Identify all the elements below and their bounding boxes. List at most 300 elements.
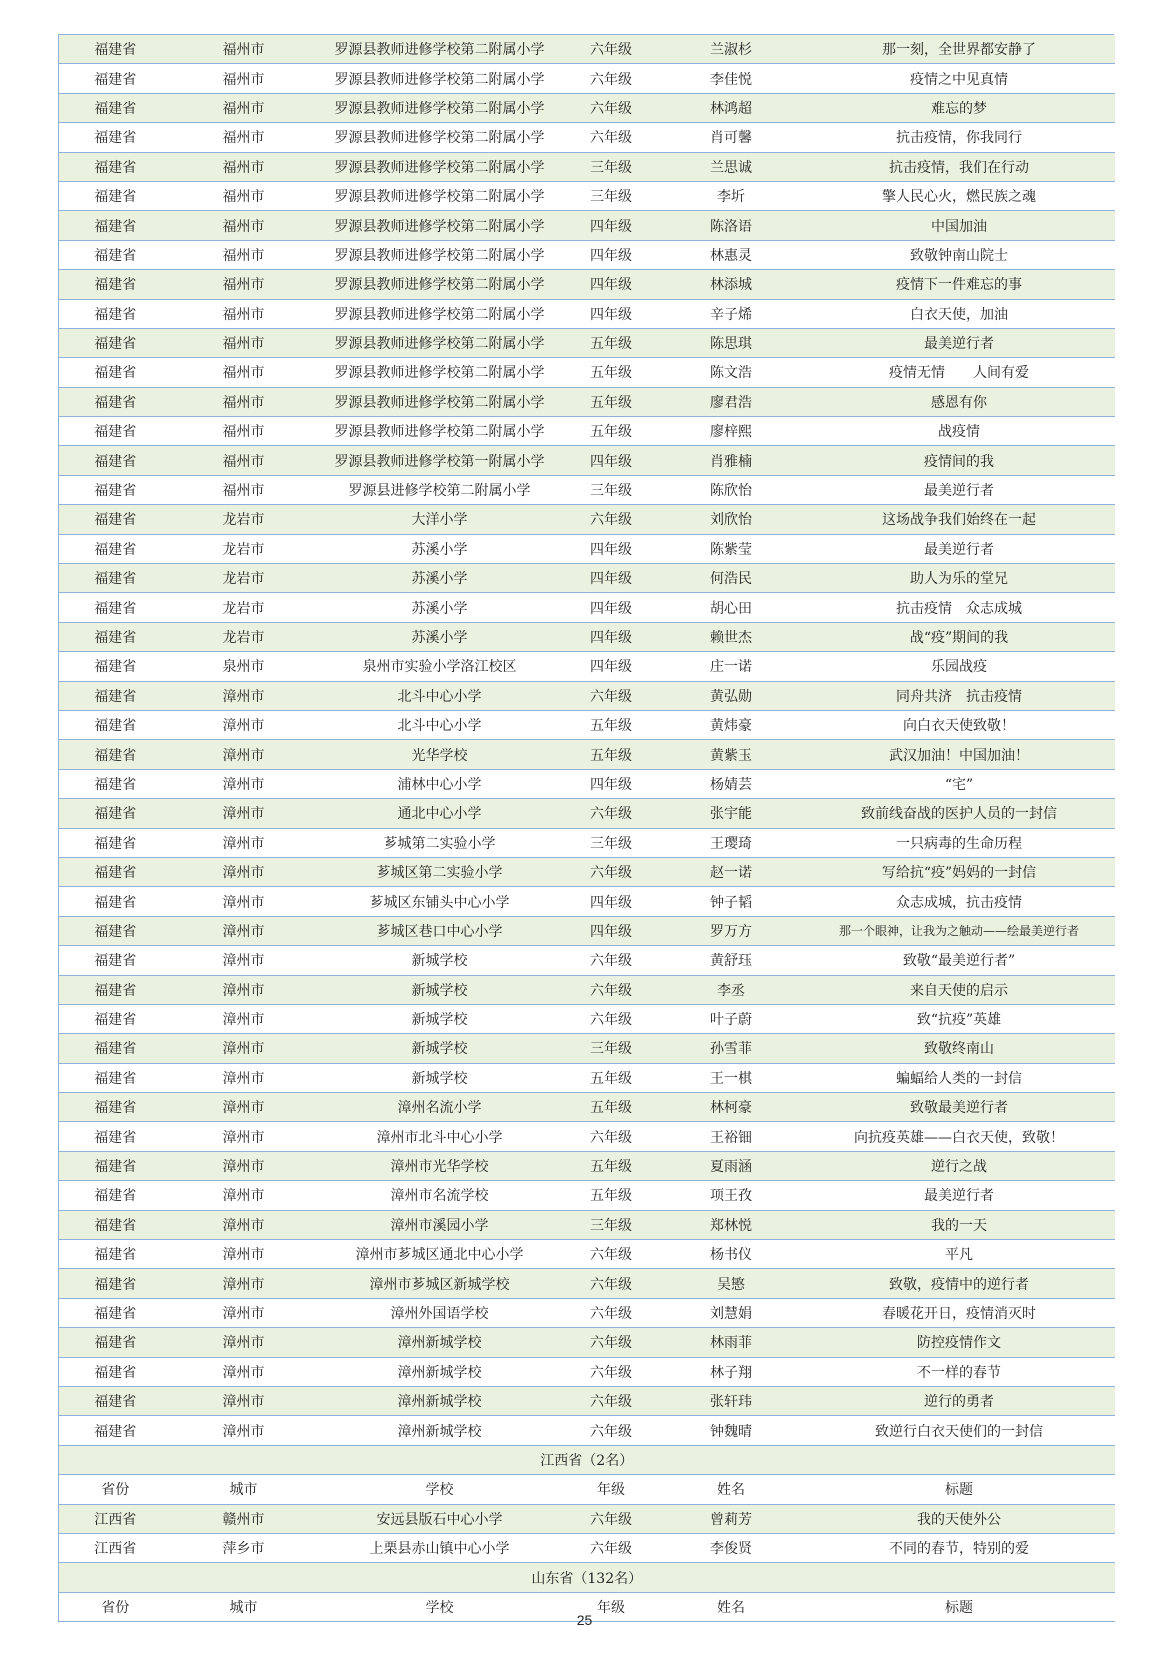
province-cell: 福建省: [59, 681, 172, 710]
table-row: [59, 211, 1115, 240]
province-cell: 福建省: [59, 946, 172, 975]
school-cell: 漳州市北斗中心小学: [316, 1122, 564, 1151]
table-row: [59, 270, 1115, 299]
name-cell: 兰思诚: [659, 152, 804, 181]
title-cell: 向抗疫英雄——白衣天使，致敬！: [804, 1122, 1115, 1151]
name-cell: 夏雨涵: [659, 1151, 804, 1180]
city-cell: 福州市: [172, 181, 316, 210]
province-cell: 福建省: [59, 505, 172, 534]
column-header: 年级: [564, 1592, 659, 1621]
name-cell: 林添城: [659, 270, 804, 299]
province-cell: 福建省: [59, 593, 172, 622]
title-cell: 最美逆行者: [804, 328, 1115, 357]
title-cell: 抗击疫情，我们在行动: [804, 152, 1115, 181]
city-cell: 漳州市: [172, 1357, 316, 1386]
province-cell: 福建省: [59, 1240, 172, 1269]
grade-cell: 六年级: [564, 1533, 659, 1562]
city-cell: 龙岩市: [172, 564, 316, 593]
school-cell: 苏溪小学: [316, 593, 564, 622]
grade-cell: 六年级: [564, 946, 659, 975]
province-cell: 福建省: [59, 358, 172, 387]
table-row: [59, 1386, 1115, 1415]
grade-cell: 六年级: [564, 1328, 659, 1357]
title-cell: 战“疫”期间的我: [804, 622, 1115, 651]
school-cell: 苏溪小学: [316, 534, 564, 563]
school-cell: 新城学校: [316, 946, 564, 975]
province-cell: 福建省: [59, 1328, 172, 1357]
grade-cell: 三年级: [564, 1210, 659, 1239]
name-cell: 陈紫莹: [659, 534, 804, 563]
city-cell: 福州市: [172, 328, 316, 357]
title-cell: 致敬，疫情中的逆行者: [804, 1269, 1115, 1298]
title-cell: “宅”: [804, 769, 1115, 798]
school-cell: 罗源县教师进修学校第二附属小学: [316, 270, 564, 299]
column-header: 学校: [316, 1592, 564, 1621]
table-row: [59, 1151, 1115, 1180]
grade-cell: 五年级: [564, 358, 659, 387]
title-cell: 乐园战疫: [804, 652, 1115, 681]
grade-cell: 六年级: [564, 975, 659, 1004]
grade-cell: 五年级: [564, 1093, 659, 1122]
school-cell: 新城学校: [316, 975, 564, 1004]
school-cell: 罗源县教师进修学校第二附属小学: [316, 299, 564, 328]
city-cell: 漳州市: [172, 1210, 316, 1239]
title-cell: 来自天使的启示: [804, 975, 1115, 1004]
table-row: [59, 534, 1115, 563]
title-cell: 不一样的春节: [804, 1357, 1115, 1386]
table-row: [59, 1122, 1115, 1151]
grade-cell: 六年级: [564, 1122, 659, 1151]
name-cell: 王一棋: [659, 1063, 804, 1092]
grade-cell: 六年级: [564, 1357, 659, 1386]
city-cell: 福州市: [172, 123, 316, 152]
name-cell: 赖世杰: [659, 622, 804, 651]
province-cell: 福建省: [59, 152, 172, 181]
table-row: [59, 1533, 1115, 1562]
name-cell: 林子翔: [659, 1357, 804, 1386]
name-cell: 黄舒珏: [659, 946, 804, 975]
city-cell: 漳州市: [172, 681, 316, 710]
grade-cell: 六年级: [564, 505, 659, 534]
city-cell: 福州市: [172, 270, 316, 299]
table-row: [59, 475, 1115, 504]
table-row: [59, 946, 1115, 975]
table-row: [59, 593, 1115, 622]
title-cell: 写给抗“疫”妈妈的一封信: [804, 857, 1115, 886]
table-row: [59, 1416, 1115, 1445]
province-cell: 福建省: [59, 270, 172, 299]
school-cell: 芗城区第二实验小学: [316, 857, 564, 886]
name-cell: 胡心田: [659, 593, 804, 622]
column-header: 学校: [316, 1475, 564, 1504]
name-cell: 项王孜: [659, 1181, 804, 1210]
name-cell: 林鸿超: [659, 93, 804, 122]
table-row: [59, 1181, 1115, 1210]
province-cell: 福建省: [59, 1063, 172, 1092]
grade-cell: 四年级: [564, 446, 659, 475]
name-cell: 陈欣怡: [659, 475, 804, 504]
school-cell: 芗城区巷口中心小学: [316, 916, 564, 945]
column-header: 城市: [172, 1592, 316, 1621]
grade-cell: 六年级: [564, 1298, 659, 1327]
school-cell: 罗源县教师进修学校第二附属小学: [316, 93, 564, 122]
table-row: [59, 358, 1115, 387]
table-row: [59, 35, 1115, 64]
name-cell: 何浩民: [659, 564, 804, 593]
city-cell: 福州市: [172, 152, 316, 181]
school-cell: 新城学校: [316, 1004, 564, 1033]
province-cell: 福建省: [59, 710, 172, 739]
table-row: [59, 681, 1115, 710]
school-cell: 罗源县教师进修学校第二附属小学: [316, 240, 564, 269]
title-cell: 那一刻，全世界都安静了: [804, 35, 1115, 64]
name-cell: 李圻: [659, 181, 804, 210]
table-row: [59, 64, 1115, 93]
name-cell: 刘慧娟: [659, 1298, 804, 1327]
city-cell: 福州市: [172, 387, 316, 416]
title-cell: 致敬终南山: [804, 1034, 1115, 1063]
title-cell: 最美逆行者: [804, 475, 1115, 504]
school-cell: 罗源县教师进修学校第二附属小学: [316, 328, 564, 357]
column-header-row: [59, 1475, 1115, 1504]
school-cell: 新城学校: [316, 1063, 564, 1092]
table-row: [59, 1328, 1115, 1357]
grade-cell: 四年级: [564, 652, 659, 681]
school-cell: 北斗中心小学: [316, 710, 564, 739]
province-cell: 福建省: [59, 1004, 172, 1033]
city-cell: 萍乡市: [172, 1533, 316, 1562]
city-cell: 漳州市: [172, 1122, 316, 1151]
title-cell: 我的天使外公: [804, 1504, 1115, 1533]
grade-cell: 四年级: [564, 299, 659, 328]
school-cell: 罗源县教师进修学校第二附属小学: [316, 417, 564, 446]
school-cell: 苏溪小学: [316, 622, 564, 651]
grade-cell: 四年级: [564, 211, 659, 240]
name-cell: 黄弘勋: [659, 681, 804, 710]
name-cell: 李佳悦: [659, 64, 804, 93]
table-row: [59, 828, 1115, 857]
province-cell: 江西省: [59, 1533, 172, 1562]
name-cell: 王裕钿: [659, 1122, 804, 1151]
column-header: 城市: [172, 1475, 316, 1504]
name-cell: 郑林悦: [659, 1210, 804, 1239]
name-cell: 张轩玮: [659, 1386, 804, 1415]
name-cell: 肖雅楠: [659, 446, 804, 475]
school-cell: 罗源县进修学校第二附属小学: [316, 475, 564, 504]
grade-cell: 三年级: [564, 828, 659, 857]
section-heading: 江西省（2名）: [59, 1445, 1115, 1474]
table-row: [59, 916, 1115, 945]
table-row: [59, 181, 1115, 210]
name-cell: 刘欣怡: [659, 505, 804, 534]
title-cell: 疫情无情 人间有爱: [804, 358, 1115, 387]
section-heading: 山东省（132名）: [59, 1563, 1115, 1592]
city-cell: 福州市: [172, 446, 316, 475]
province-cell: 福建省: [59, 1093, 172, 1122]
school-cell: 漳州新城学校: [316, 1357, 564, 1386]
table-row: [59, 1269, 1115, 1298]
school-cell: 漳州市芗城区通北中心小学: [316, 1240, 564, 1269]
grade-cell: 六年级: [564, 799, 659, 828]
title-cell: 最美逆行者: [804, 534, 1115, 563]
table-row: [59, 152, 1115, 181]
name-cell: 王璎琦: [659, 828, 804, 857]
school-cell: 罗源县教师进修学校第二附属小学: [316, 123, 564, 152]
title-cell: 疫情间的我: [804, 446, 1115, 475]
title-cell: 同舟共济 抗击疫情: [804, 681, 1115, 710]
name-cell: 黄炜豪: [659, 710, 804, 739]
name-cell: 庄一诺: [659, 652, 804, 681]
grade-cell: 四年级: [564, 769, 659, 798]
name-cell: 林柯豪: [659, 1093, 804, 1122]
table-row: [59, 710, 1115, 739]
table-row: [59, 299, 1115, 328]
city-cell: 漳州市: [172, 769, 316, 798]
school-cell: 罗源县教师进修学校第二附属小学: [316, 387, 564, 416]
table-row: [59, 1357, 1115, 1386]
school-cell: 漳州新城学校: [316, 1416, 564, 1445]
column-header: 标题: [804, 1475, 1115, 1504]
city-cell: 漳州市: [172, 887, 316, 916]
title-cell: 抗击疫情 众志成城: [804, 593, 1115, 622]
province-cell: 福建省: [59, 534, 172, 563]
title-cell: 难忘的梦: [804, 93, 1115, 122]
table-row: [59, 1034, 1115, 1063]
city-cell: 漳州市: [172, 1240, 316, 1269]
grade-cell: 六年级: [564, 1386, 659, 1415]
province-cell: 福建省: [59, 564, 172, 593]
school-cell: 罗源县教师进修学校第二附属小学: [316, 64, 564, 93]
province-cell: 福建省: [59, 1416, 172, 1445]
city-cell: 龙岩市: [172, 622, 316, 651]
city-cell: 漳州市: [172, 710, 316, 739]
grade-cell: 五年级: [564, 1063, 659, 1092]
name-cell: 钟子韬: [659, 887, 804, 916]
city-cell: 福州市: [172, 240, 316, 269]
table-row: [59, 387, 1115, 416]
grade-cell: 四年级: [564, 240, 659, 269]
province-cell: 福建省: [59, 35, 172, 64]
school-cell: 苏溪小学: [316, 564, 564, 593]
grade-cell: 四年级: [564, 534, 659, 563]
name-cell: 陈洛语: [659, 211, 804, 240]
table-row: [59, 1063, 1115, 1092]
province-cell: 福建省: [59, 769, 172, 798]
school-cell: 新城学校: [316, 1034, 564, 1063]
city-cell: 福州市: [172, 93, 316, 122]
name-cell: 杨书仪: [659, 1240, 804, 1269]
grade-cell: 六年级: [564, 857, 659, 886]
name-cell: 陈思琪: [659, 328, 804, 357]
title-cell: 逆行之战: [804, 1151, 1115, 1180]
grade-cell: 四年级: [564, 887, 659, 916]
grade-cell: 六年级: [564, 681, 659, 710]
name-cell: 陈文浩: [659, 358, 804, 387]
table-row: [59, 1504, 1115, 1533]
table-row: [59, 505, 1115, 534]
city-cell: 福州市: [172, 417, 316, 446]
city-cell: 泉州市: [172, 652, 316, 681]
city-cell: 漳州市: [172, 1328, 316, 1357]
school-cell: 罗源县教师进修学校第二附属小学: [316, 35, 564, 64]
title-cell: 致前线奋战的医护人员的一封信: [804, 799, 1115, 828]
column-header: 省份: [59, 1592, 172, 1621]
name-cell: 李丞: [659, 975, 804, 1004]
column-header: 姓名: [659, 1592, 804, 1621]
table-row: [59, 1210, 1115, 1239]
province-cell: 福建省: [59, 299, 172, 328]
section-heading-row: [59, 1563, 1115, 1592]
city-cell: 龙岩市: [172, 534, 316, 563]
school-cell: 上栗县赤山镇中心小学: [316, 1533, 564, 1562]
school-cell: 芗城区东铺头中心小学: [316, 887, 564, 916]
name-cell: 林惠灵: [659, 240, 804, 269]
grade-cell: 三年级: [564, 181, 659, 210]
title-cell: 战疫情: [804, 417, 1115, 446]
school-cell: 漳州新城学校: [316, 1328, 564, 1357]
province-cell: 福建省: [59, 475, 172, 504]
award-list-table: [58, 35, 1115, 1622]
province-cell: 福建省: [59, 387, 172, 416]
school-cell: 罗源县教师进修学校第二附属小学: [316, 152, 564, 181]
city-cell: 漳州市: [172, 946, 316, 975]
city-cell: 漳州市: [172, 975, 316, 1004]
title-cell: 致敬最美逆行者: [804, 1093, 1115, 1122]
title-cell: 不同的春节，特别的爱: [804, 1533, 1115, 1562]
school-cell: 罗源县教师进修学校第一附属小学: [316, 446, 564, 475]
grade-cell: 六年级: [564, 1504, 659, 1533]
page-number: 25: [576, 1612, 593, 1628]
city-cell: 漳州市: [172, 1063, 316, 1092]
city-cell: 漳州市: [172, 1386, 316, 1415]
name-cell: 钟魏晴: [659, 1416, 804, 1445]
province-cell: 福建省: [59, 1269, 172, 1298]
school-cell: 泉州市实验小学洛江校区: [316, 652, 564, 681]
grade-cell: 六年级: [564, 1269, 659, 1298]
title-cell: 春暖花开日，疫情消灭时: [804, 1298, 1115, 1327]
school-cell: 罗源县教师进修学校第二附属小学: [316, 211, 564, 240]
city-cell: 赣州市: [172, 1504, 316, 1533]
title-cell: 白衣天使，加油: [804, 299, 1115, 328]
province-cell: 福建省: [59, 93, 172, 122]
province-cell: 福建省: [59, 740, 172, 769]
city-cell: 漳州市: [172, 1034, 316, 1063]
school-cell: 漳州市溪园小学: [316, 1210, 564, 1239]
city-cell: 漳州市: [172, 740, 316, 769]
name-cell: 黄紫玉: [659, 740, 804, 769]
school-cell: 大洋小学: [316, 505, 564, 534]
section-heading-row: [59, 1445, 1115, 1474]
province-cell: 福建省: [59, 857, 172, 886]
school-cell: 罗源县教师进修学校第二附属小学: [316, 358, 564, 387]
name-cell: 杨婧芸: [659, 769, 804, 798]
province-cell: 福建省: [59, 916, 172, 945]
title-cell: 武汉加油！中国加油！: [804, 740, 1115, 769]
city-cell: 福州市: [172, 299, 316, 328]
table-row: [59, 564, 1115, 593]
name-cell: 廖梓熙: [659, 417, 804, 446]
school-cell: 漳州名流小学: [316, 1093, 564, 1122]
province-cell: 福建省: [59, 887, 172, 916]
grade-cell: 五年级: [564, 1151, 659, 1180]
school-cell: 浦林中心小学: [316, 769, 564, 798]
school-cell: 漳州市名流学校: [316, 1181, 564, 1210]
city-cell: 漳州市: [172, 1416, 316, 1445]
city-cell: 漳州市: [172, 1269, 316, 1298]
grade-cell: 三年级: [564, 152, 659, 181]
title-cell: 疫情下一件难忘的事: [804, 270, 1115, 299]
title-cell: 致“抗疫”英雄: [804, 1004, 1115, 1033]
city-cell: 漳州市: [172, 828, 316, 857]
table-row: [59, 328, 1115, 357]
title-cell: 众志成城，抗击疫情: [804, 887, 1115, 916]
city-cell: 漳州市: [172, 916, 316, 945]
title-cell: 致逆行白衣天使们的一封信: [804, 1416, 1115, 1445]
school-cell: 芗城第二实验小学: [316, 828, 564, 857]
city-cell: 漳州市: [172, 1181, 316, 1210]
name-cell: 李俊贤: [659, 1533, 804, 1562]
city-cell: 漳州市: [172, 1151, 316, 1180]
title-cell: 向白衣天使致敬！: [804, 710, 1115, 739]
city-cell: 漳州市: [172, 799, 316, 828]
name-cell: 林雨菲: [659, 1328, 804, 1357]
school-cell: 漳州市光华学校: [316, 1151, 564, 1180]
table-row: [59, 1240, 1115, 1269]
column-header: 标题: [804, 1592, 1115, 1621]
grade-cell: 六年级: [564, 1416, 659, 1445]
province-cell: 福建省: [59, 1357, 172, 1386]
school-cell: 通北中心小学: [316, 799, 564, 828]
title-cell: 蝙蝠给人类的一封信: [804, 1063, 1115, 1092]
grade-cell: 六年级: [564, 1004, 659, 1033]
title-cell: 擎人民心火，燃民族之魂: [804, 181, 1115, 210]
table-row: [59, 417, 1115, 446]
table-row: [59, 123, 1115, 152]
province-cell: 福建省: [59, 622, 172, 651]
name-cell: 叶子蔚: [659, 1004, 804, 1033]
city-cell: 漳州市: [172, 857, 316, 886]
grade-cell: 五年级: [564, 740, 659, 769]
table-row: [59, 857, 1115, 886]
name-cell: 吴慜: [659, 1269, 804, 1298]
city-cell: 福州市: [172, 475, 316, 504]
school-cell: 漳州市芗城区新城学校: [316, 1269, 564, 1298]
grade-cell: 六年级: [564, 123, 659, 152]
city-cell: 福州市: [172, 64, 316, 93]
table-row: [59, 1004, 1115, 1033]
city-cell: 福州市: [172, 211, 316, 240]
province-cell: 福建省: [59, 417, 172, 446]
city-cell: 龙岩市: [172, 505, 316, 534]
province-cell: 福建省: [59, 1298, 172, 1327]
grade-cell: 四年级: [564, 564, 659, 593]
province-cell: 福建省: [59, 123, 172, 152]
name-cell: 张宇能: [659, 799, 804, 828]
name-cell: 辛子烯: [659, 299, 804, 328]
province-cell: 福建省: [59, 211, 172, 240]
title-cell: 致敬钟南山院士: [804, 240, 1115, 269]
column-header: 年级: [564, 1475, 659, 1504]
grade-cell: 四年级: [564, 593, 659, 622]
title-cell: 最美逆行者: [804, 1181, 1115, 1210]
title-cell: 逆行的勇者: [804, 1386, 1115, 1415]
name-cell: 曾莉芳: [659, 1504, 804, 1533]
title-cell: 防控疫情作文: [804, 1328, 1115, 1357]
name-cell: 赵一诺: [659, 857, 804, 886]
title-cell: 中国加油: [804, 211, 1115, 240]
grade-cell: 五年级: [564, 1181, 659, 1210]
grade-cell: 四年级: [564, 916, 659, 945]
